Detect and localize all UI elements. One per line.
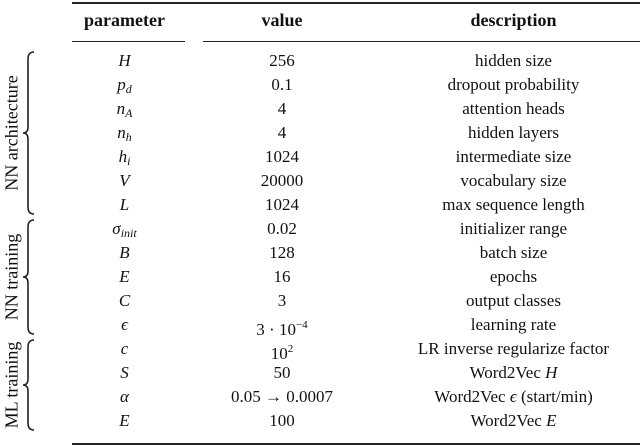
value-cell: 100 [269, 411, 295, 430]
value-cell: 1024 [265, 195, 299, 214]
mid-rule-1 [72, 41, 185, 42]
parameter-cell: B [119, 243, 130, 262]
parameter-cell: L [119, 195, 130, 214]
table-row [72, 73, 640, 97]
description-cell: initializer range [459, 219, 568, 238]
parameter-cell: $n_A$ [116, 99, 133, 120]
value-cell: 50 [273, 363, 291, 382]
table-row [72, 313, 640, 337]
header-parameter: parameter [84, 10, 165, 30]
bottom-rule [72, 443, 640, 445]
value-cell: 1024 [265, 147, 299, 166]
table-row [72, 265, 640, 289]
parameter-cell: ϵ [121, 315, 128, 334]
table-row [72, 217, 640, 241]
description-cell: attention heads [462, 99, 565, 118]
description-cell: output classes [466, 291, 561, 310]
parameter-cell: E [119, 411, 130, 430]
header-description: description [470, 10, 557, 30]
value-cell: 0.05 → 0.0007 [231, 387, 333, 406]
description-cell: LR inverse regularize factor [417, 339, 610, 358]
value-cell: 16 [273, 267, 291, 286]
parameter-cell: α [120, 387, 129, 406]
value-cell: 0.02 [267, 219, 297, 238]
table-row [72, 361, 640, 385]
value-cell: 20000 [260, 171, 304, 190]
group-label: NN training [1, 233, 22, 321]
table-row [72, 337, 640, 361]
description-cell: Word2Vec E [470, 411, 557, 430]
description-cell: max sequence length [442, 195, 585, 214]
description-cell: Word2Vec ϵ (start/min) [434, 387, 593, 406]
value-cell: 0.1 [271, 75, 293, 94]
parameter-cell: H [118, 51, 131, 70]
brace-icon [22, 219, 36, 335]
parameter-cell: $n_h$ [117, 123, 132, 144]
description-cell: vocabulary size [460, 171, 567, 190]
table-row [72, 385, 640, 409]
group-label: NN architecture [1, 75, 22, 191]
table-row [72, 409, 640, 433]
table-row [72, 193, 640, 217]
group-nn-training [0, 219, 28, 335]
header-value: value [261, 10, 303, 30]
description-cell: hidden size [475, 51, 552, 70]
parameter-cell: C [118, 291, 131, 310]
top-rule [72, 2, 640, 4]
value-cell: $10^2$ [270, 343, 294, 363]
description-cell: batch size [479, 243, 548, 262]
description-cell: intermediate size [455, 147, 572, 166]
table-row [72, 145, 640, 169]
value-cell: 3 [277, 291, 287, 310]
value-cell: 256 [269, 51, 295, 70]
table-row [72, 97, 640, 121]
description-cell: epochs [489, 267, 538, 286]
brace-icon [22, 339, 36, 431]
table-row [72, 169, 640, 193]
value-cell: $3 \cdot 10^{-4}$ [256, 319, 308, 339]
parameter-cell: S [120, 363, 129, 382]
group-nn-architecture [0, 51, 28, 215]
description-cell: dropout probability [447, 75, 580, 94]
parameter-cell: c [120, 339, 129, 358]
value-cell: 128 [269, 243, 295, 262]
brace-icon [22, 51, 36, 215]
parameter-cell: $\sigma_{init}$ [112, 219, 137, 240]
value-cell: 4 [277, 123, 287, 142]
table-row [72, 49, 640, 73]
parameter-cell: V [119, 171, 130, 190]
group-label: ML training [1, 341, 22, 429]
group-ml-training [0, 339, 28, 431]
description-cell: learning rate [470, 315, 557, 334]
value-cell: 4 [277, 99, 287, 118]
mid-rule-2 [203, 41, 640, 42]
description-cell: Word2Vec H [469, 363, 558, 382]
table-row [72, 289, 640, 313]
table-row [72, 121, 640, 145]
description-cell: hidden layers [467, 123, 560, 142]
parameter-cell: $p_d$ [117, 75, 132, 96]
parameter-cell: E [119, 267, 130, 286]
parameter-cell: $h_i$ [118, 147, 131, 168]
table-row [72, 241, 640, 265]
